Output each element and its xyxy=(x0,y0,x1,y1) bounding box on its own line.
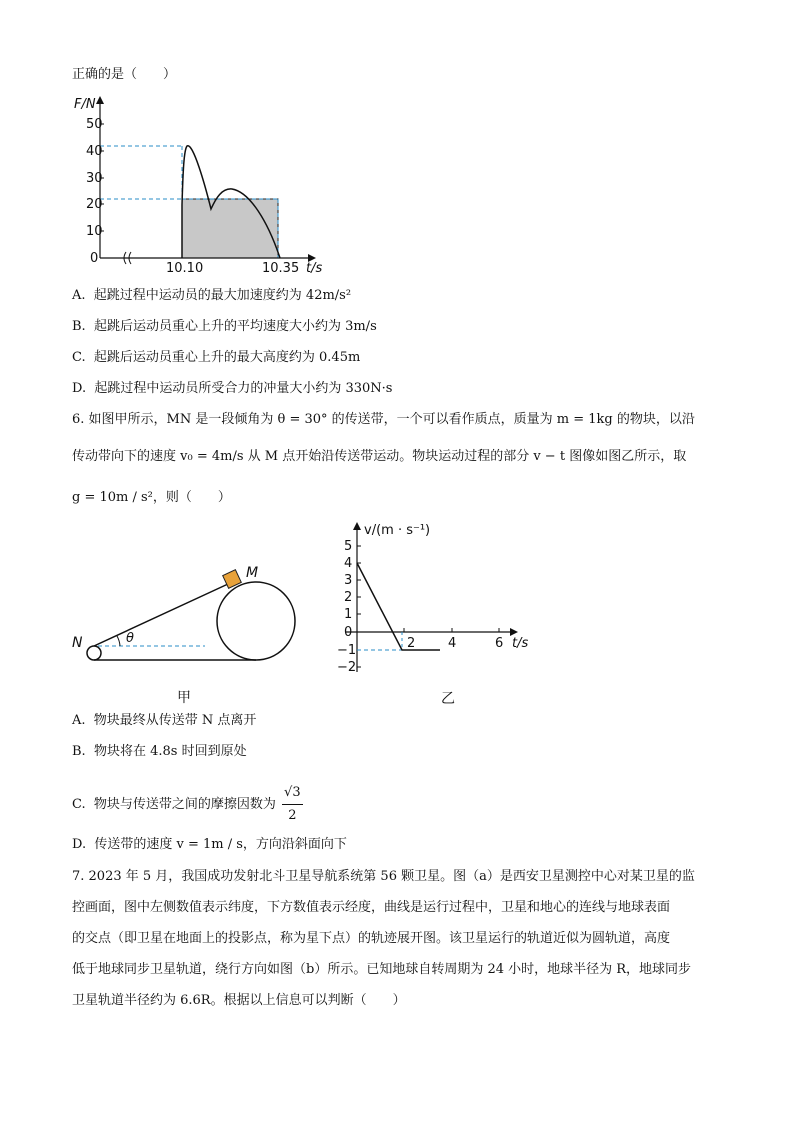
v-axis-arrow xyxy=(353,522,361,530)
chart1-ytick-0: 0 xyxy=(90,251,99,266)
chart1-xtick-1010: 10.10 xyxy=(166,261,204,276)
chart1-ytick-20: 20 xyxy=(86,197,103,212)
v-t-series xyxy=(357,563,440,650)
chart2-xlabel: t/s xyxy=(512,636,529,651)
chart2-ytick-3: 3 xyxy=(344,573,353,588)
chart2-ytick-5: 5 xyxy=(344,539,353,554)
q7-line-1: 7. 2023 年 5 月，我国成功发射北斗卫星导航系统第 56 颗卫星。图（a）是西安卫星测控中心对某卫星的监 xyxy=(72,869,695,884)
chart1-ytick-30: 30 xyxy=(86,171,103,186)
chart2-ytick-4: 4 xyxy=(344,556,353,571)
chart2-ytick-m2: −2 xyxy=(337,660,357,675)
q7-line-5: 卫星轨道半径约为 6.6R。根据以上信息可以判断（ ） xyxy=(72,993,406,1008)
chart2-xtick-4: 4 xyxy=(448,636,457,651)
chart1-ytick-10: 10 xyxy=(86,224,103,239)
q5-option-b: B. 起跳后运动员重心上升的平均速度大小约为 3m/s xyxy=(72,319,377,334)
q5-option-c: C. 起跳后运动员重心上升的最大高度约为 0.45m xyxy=(72,350,361,365)
chart2-xtick-6: 6 xyxy=(495,636,504,651)
q7-line-2: 控画面，图中左侧数值表示纬度，下方数值表示经度，曲线是运行过程中，卫星和地心的连线与地球表面 xyxy=(72,900,671,915)
q6-option-c: C. 物块与传送带之间的摩擦因数为 $\frac{√3}{2}$ xyxy=(72,782,303,827)
chart1-xlabel: t/s xyxy=(306,261,323,276)
t-axis-arrow xyxy=(510,628,518,636)
chart2-ytick-2: 2 xyxy=(344,590,353,605)
label-m: M xyxy=(246,565,259,581)
chart2-ytick-0: 0 xyxy=(344,625,353,640)
q5-stem-tail: 正确的是（ ） xyxy=(72,67,177,82)
q7-line-4: 低于地球同步卫星轨道，绕行方向如图（b）所示。已知地球自转周期为 24 小时，地球半径为 R，地球同步 xyxy=(72,962,692,977)
chart2-xtick-2: 2 xyxy=(407,636,416,651)
q5-option-d: D. 起跳过程中运动员所受合力的冲量大小约为 330N·s xyxy=(72,381,393,396)
q6-stem-line-3: g = 10m / s²，则（ ） xyxy=(72,490,231,505)
label-n: N xyxy=(72,635,83,651)
chart1-xtick-1035: 10.35 xyxy=(262,261,300,276)
q6-option-d: D. 传送带的速度 v = 1m / s，方向沿斜面向下 xyxy=(72,837,347,852)
q6-stem-line-2: 传动带向下的速度 v₀ = 4m/s 从 M 点开始沿传送带运动。物块运动过程的部分 v − t 图像如图乙所示，取 xyxy=(72,449,687,464)
q6-option-a: A. 物块最终从传送带 N 点离开 xyxy=(72,713,257,728)
q7-line-3: 的交点（即卫星在地面上的投影点，称为星下点）的轨迹展开图。该卫星运行的轨道近似为圆轨道，高度 xyxy=(72,931,671,946)
caption-jia: 甲 xyxy=(177,690,191,706)
q6-option-b: B. 物块将在 4.8s 时回到原处 xyxy=(72,744,247,759)
q5-option-a: A. 起跳过程中运动员的最大加速度约为 42m/s² xyxy=(72,288,352,303)
chart1-ylabel: F/N xyxy=(74,97,96,112)
caption-yi: 乙 xyxy=(441,691,455,707)
chart2-ytick-1: 1 xyxy=(344,607,353,622)
q6-stem-line-1: 6. 如图甲所示，MN 是一段倾角为 θ = 30° 的传送带，一个可以看作质点，质量为 m = 1kg 的物块，以沿 xyxy=(72,412,695,427)
sqrt3-over-2-fraction: $\frac{√3}{2}$ xyxy=(282,782,303,827)
chart1-ytick-50: 50 xyxy=(86,117,103,132)
chart2-ylabel: v/(m · s⁻¹) xyxy=(364,523,431,538)
label-theta: θ xyxy=(126,631,134,646)
chart2-ytick-m1: −1 xyxy=(337,643,357,658)
chart1-ytick-40: 40 xyxy=(86,144,103,159)
